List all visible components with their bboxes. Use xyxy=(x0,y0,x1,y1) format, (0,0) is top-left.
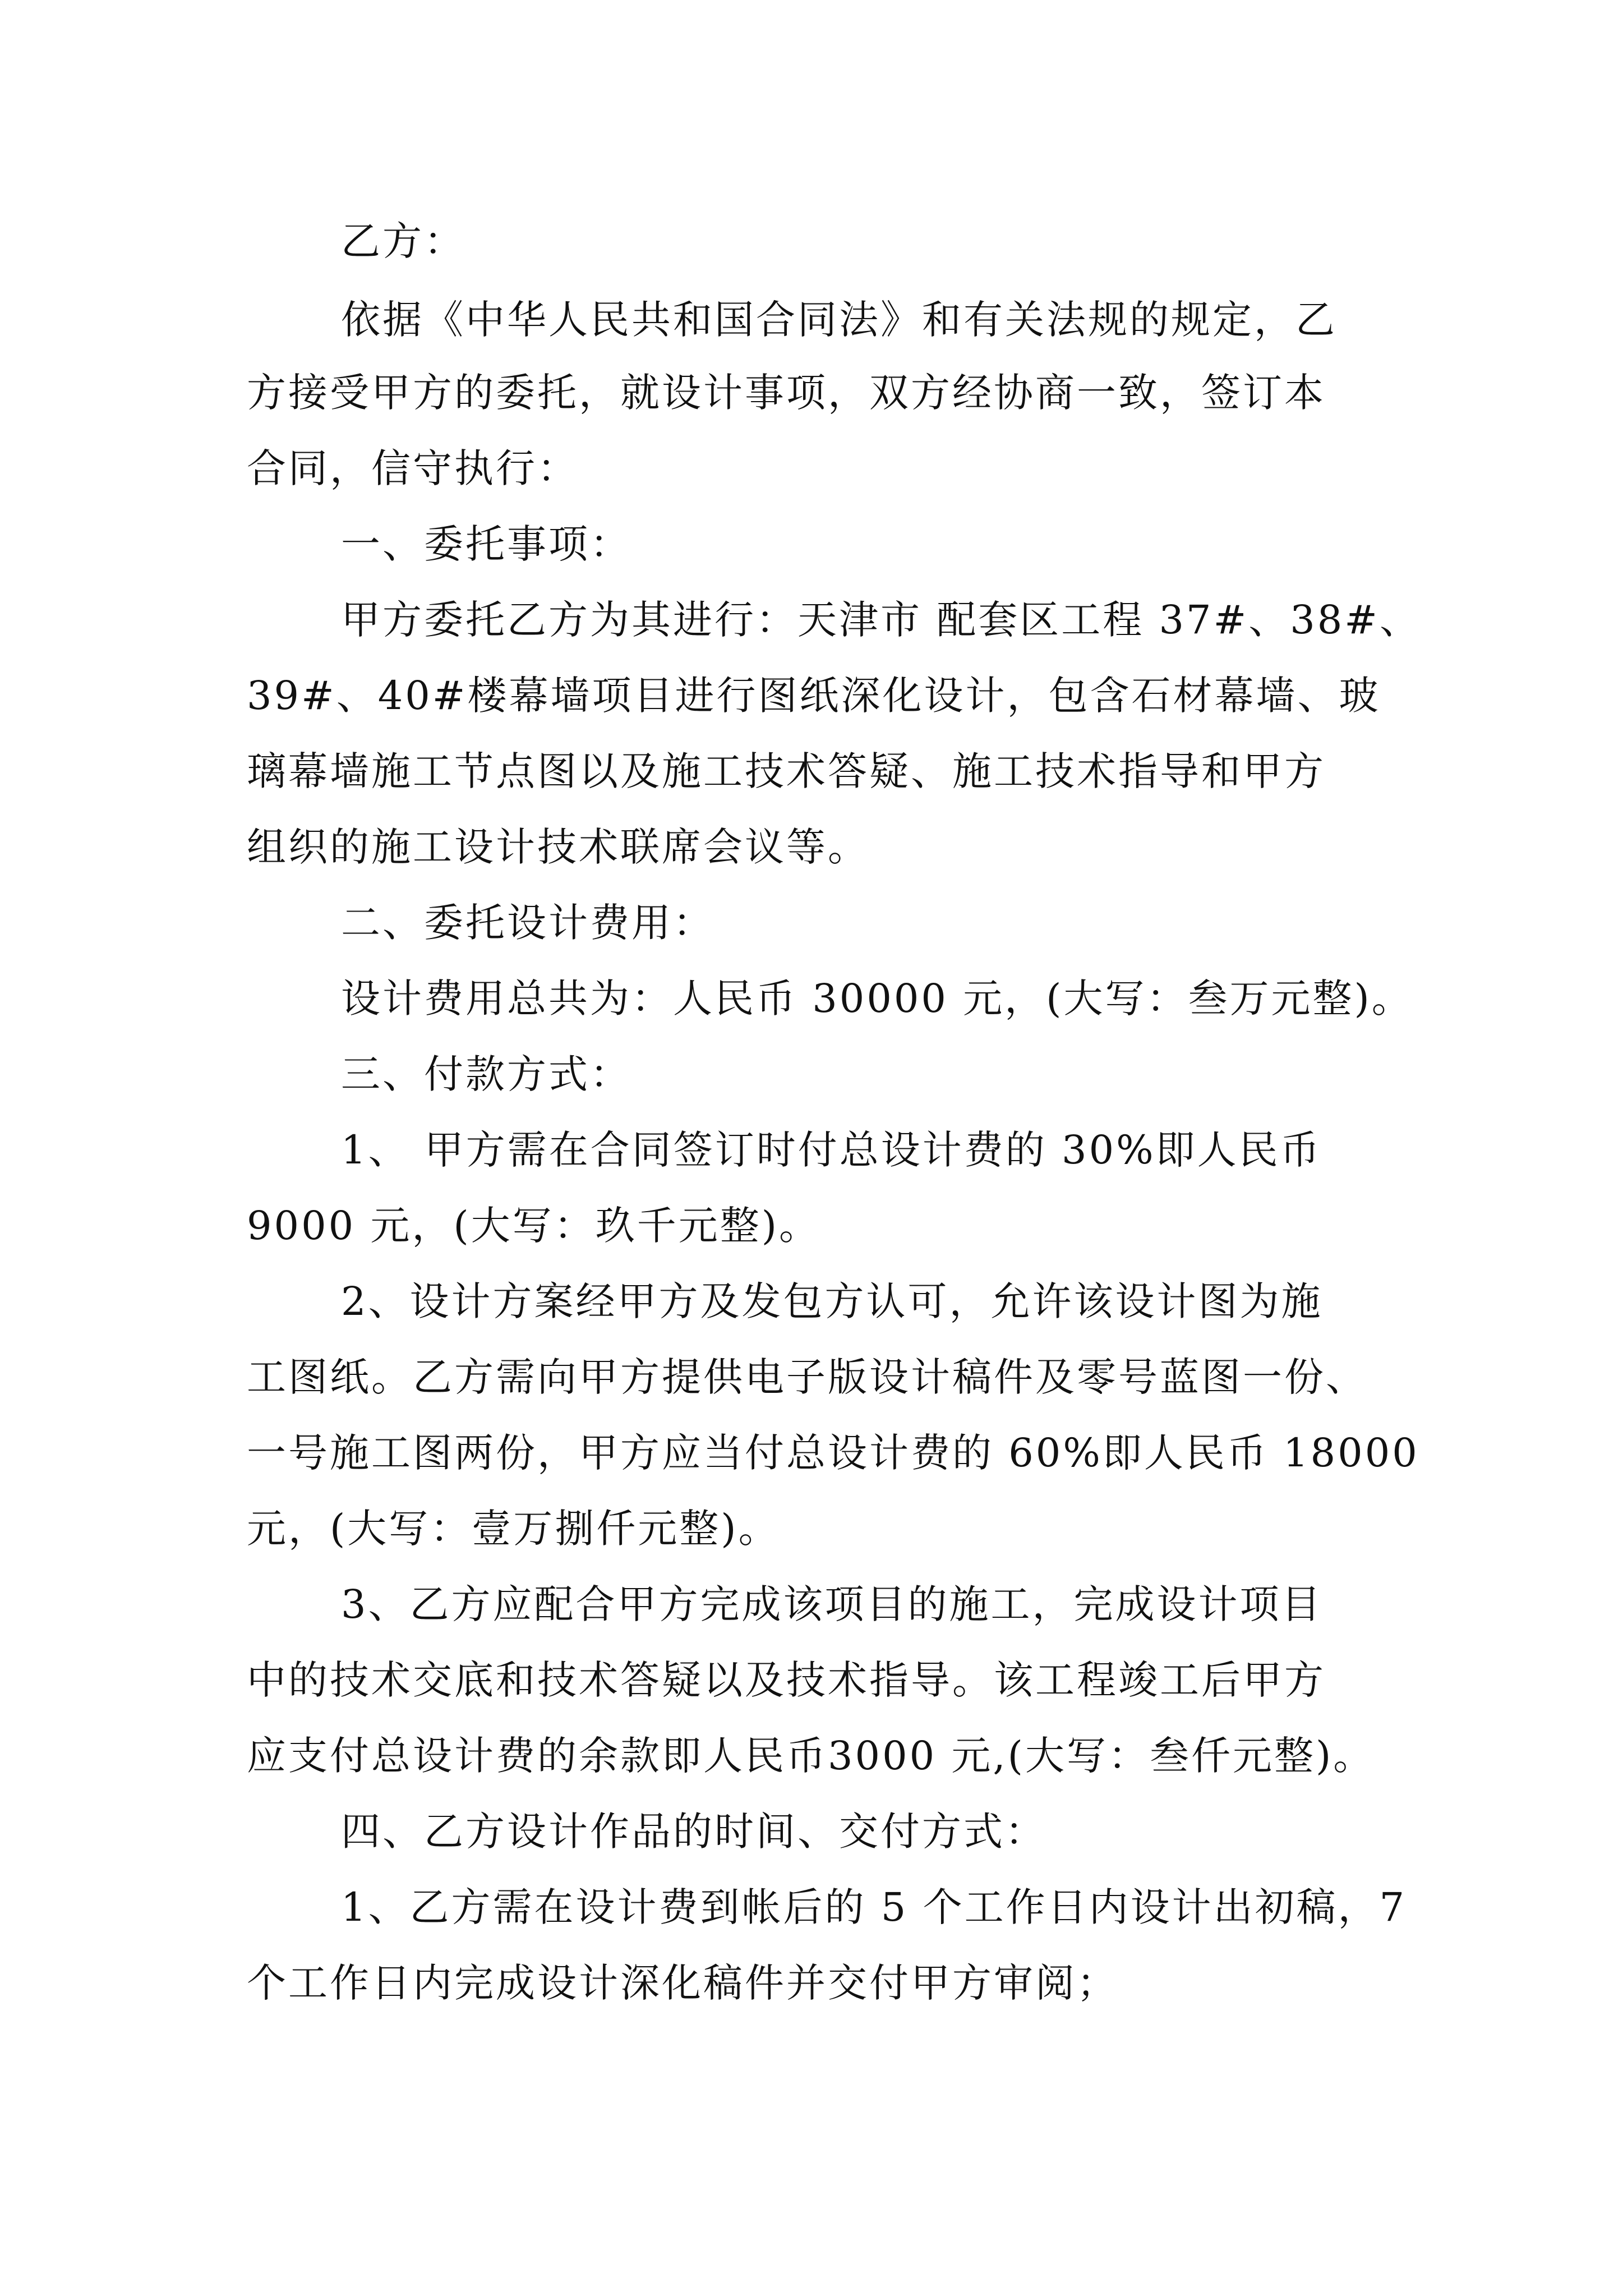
section-1-line-4: 组织的施工设计技术联席会议等。 xyxy=(247,824,869,870)
section-2-heading: 二、委托设计费用： xyxy=(341,900,714,946)
payment-3-line-2: 中的技术交底和技术答疑以及技术指导。该工程竣工后甲方 xyxy=(247,1657,1326,1703)
payment-3-line-3: 应支付总设计费的余款即人民币3000 元,(大写：叁仟元整)。 xyxy=(247,1733,1375,1779)
payment-2-line-2: 工图纸。乙方需向甲方提供电子版设计稿件及零号蓝图一份、 xyxy=(247,1354,1367,1400)
section-1-heading: 一、委托事项： xyxy=(341,521,631,567)
section-2-line-1: 设计费用总共为：人民币 30000 元，(大写：叁万元整)。 xyxy=(341,976,1413,1022)
section-4-heading: 四、乙方设计作品的时间、交付方式： xyxy=(341,1809,1046,1855)
payment-2-line-1: 2、设计方案经甲方及发包方认可，允许该设计图为施 xyxy=(341,1278,1323,1324)
intro-line-3: 合同，信守执行： xyxy=(247,445,579,491)
payment-1-line-1: 1、 甲方需在合同签订时付总设计费的 30%即人民币 xyxy=(341,1127,1322,1173)
delivery-1-line-2: 个工作日内完成设计深化稿件并交付甲方审阅； xyxy=(247,1960,1118,2006)
party-b-label: 乙方： xyxy=(341,218,465,264)
payment-2-line-4: 元，(大写：壹万捌仟元整)。 xyxy=(247,1506,780,1552)
delivery-1-line-1: 1、乙方需在设计费到帐后的 5 个工作日内设计出初稿，7 xyxy=(341,1884,1407,1930)
section-1-line-2: 39#、40#楼幕墙项目进行图纸深化设计，包含石材幕墙、玻 xyxy=(247,673,1381,719)
intro-line-1: 依据《中华人民共和国合同法》和有关法规的规定，乙 xyxy=(341,297,1337,343)
intro-line-2: 方接受甲方的委托，就设计事项，双方经协商一致，签订本 xyxy=(247,370,1326,416)
payment-2-line-3: 一号施工图两份，甲方应当付总设计费的 60%即人民币 18000 xyxy=(247,1430,1419,1476)
section-3-heading: 三、付款方式： xyxy=(341,1051,631,1097)
section-1-line-3: 璃幕墙施工节点图以及施工技术答疑、施工技术指导和甲方 xyxy=(247,748,1326,794)
section-1-line-1: 甲方委托乙方为其进行：天津市 配套区工程 37#、38#、 xyxy=(341,597,1421,643)
payment-1-line-2: 9000 元，(大写：玖千元整)。 xyxy=(247,1203,821,1249)
payment-3-line-1: 3、乙方应配合甲方完成该项目的施工，完成设计项目 xyxy=(341,1581,1323,1627)
